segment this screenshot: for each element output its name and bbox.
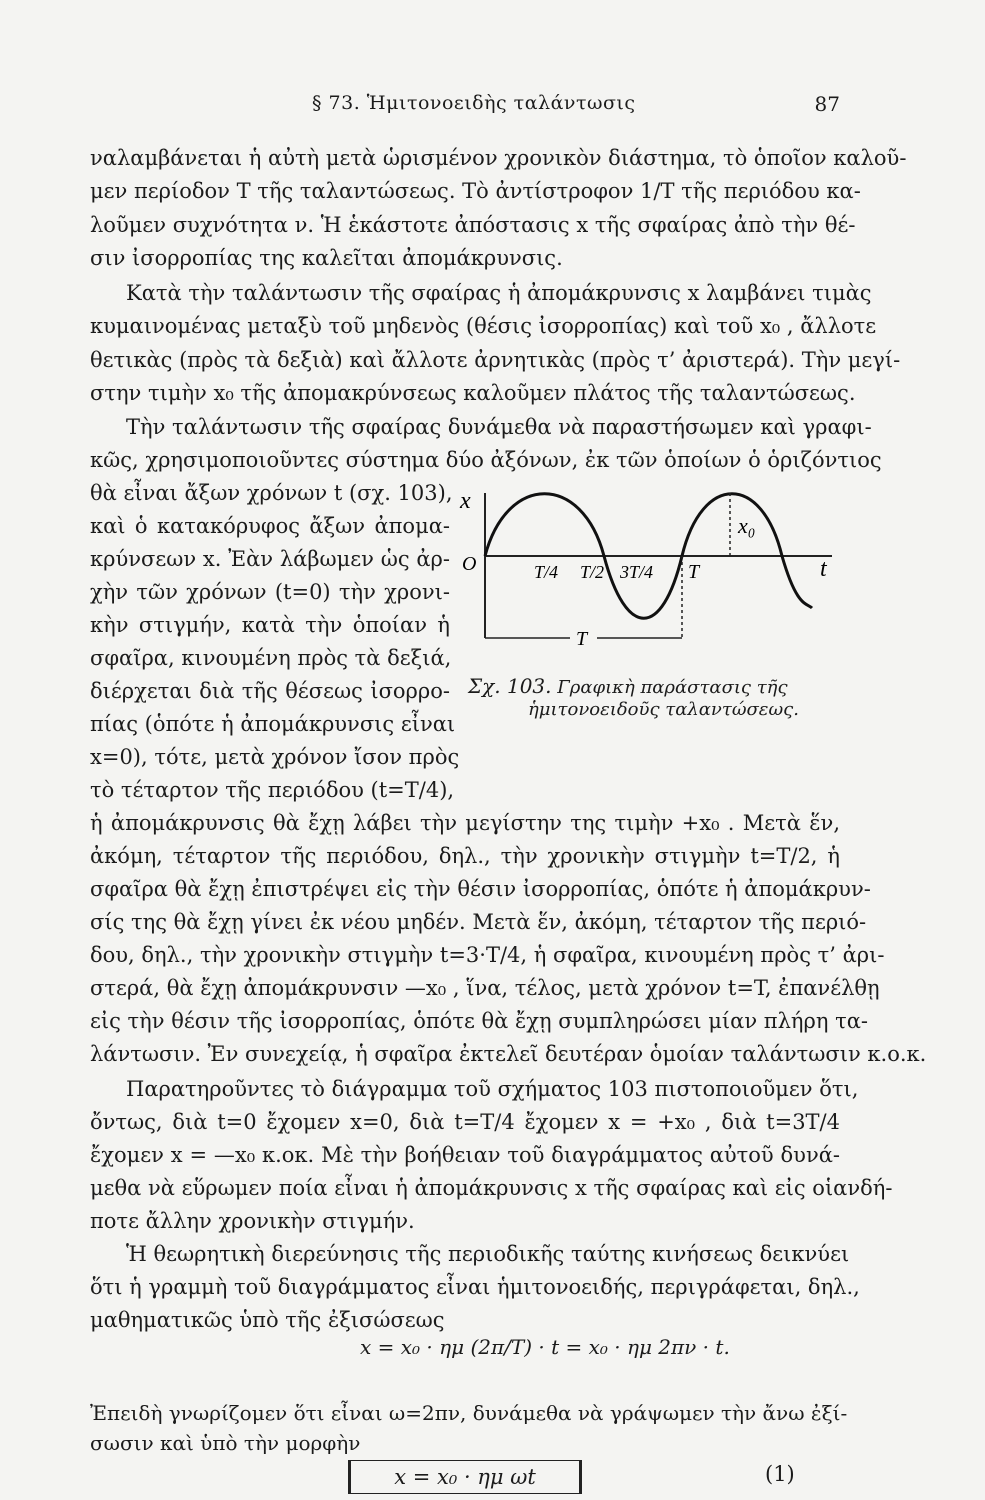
text-line: ὅτι ἡ γραμμὴ τοῦ διαγράμματος εἶναι ἡμιτονοειδής, περιγράφεται, δηλ., bbox=[90, 1275, 860, 1299]
text-line: θὰ εἶναι ἄξων χρόνων t (σχ. 103), bbox=[90, 481, 453, 505]
text-line: κυμαινομένας μεταξὺ τοῦ μηδενὸς (θέσις ἰσορροπίας) καὶ τοῦ x₀ , ἄλλοτε bbox=[90, 314, 877, 338]
text-line: κρύνσεων x. Ἐὰν λάβωμεν ὡς ἀρ- bbox=[90, 547, 450, 571]
figure-caption bbox=[468, 675, 828, 721]
text-line: ποτε ἄλλην χρονικὴν στιγμήν. bbox=[90, 1209, 415, 1233]
boxed-equation: x = x₀ · ημ ωt bbox=[348, 1460, 582, 1494]
label-half-period: T/2 bbox=[580, 562, 605, 582]
text-line: σφαῖρα, κινουμένη πρὸς τὰ δεξιά, bbox=[90, 646, 452, 670]
text-line: καὶ ὁ κατακόρυφος ἄξων ἀπομα- bbox=[90, 514, 450, 538]
text-line: στερά, θὰ ἔχῃ ἀπομάκρυνσιν —x₀ , ἵνα, τέλος, μετὰ χρόνον t=T, ἐπανέλθῃ bbox=[90, 976, 880, 1000]
text-line: ἡ ἀπομάκρυνσις θὰ ἔχῃ λάβει τὴν μεγίστην της τιμὴν +x₀ . Μετὰ ἕν, bbox=[90, 811, 840, 835]
label-x: x bbox=[460, 488, 471, 514]
text-line: σιν ἰσορροπίας της καλεῖται ἀπομάκρυνσις. bbox=[90, 246, 563, 270]
text-line: Παρατηροῦντες τὸ διάγραμμα τοῦ σχήματος 103 πιστοποιοῦμεν ὅτι, bbox=[126, 1077, 859, 1101]
caption-line-1: Γραφικὴ παράστασις τῆς bbox=[557, 677, 788, 698]
text-line: Τὴν ταλάντωσιν τῆς σφαίρας δυνάμεθα νὰ παραστήσωμεν καὶ γραφι- bbox=[126, 415, 872, 439]
text-line: διέρχεται διὰ τῆς θέσεως ἰσορρο- bbox=[90, 679, 450, 703]
text-line: μαθηματικῶς ὑπὸ τῆς ἐξισώσεως bbox=[90, 1308, 445, 1332]
running-title: § 73. Ἡμιτονοειδὴς ταλάντωσις bbox=[312, 92, 636, 114]
label-full-period: T bbox=[688, 561, 700, 583]
text-line: σφαῖρα θὰ ἔχῃ ἐπιστρέψει εἰς τὴν θέσιν ἰσορροπίας, ὁπότε ἡ ἀπομάκρυν- bbox=[90, 877, 871, 901]
caption-line-2: ἡμιτονοειδοῦς ταλαντώσεως. bbox=[528, 699, 799, 720]
text-line: σωσιν καὶ ὑπὸ τὴν μορφὴν bbox=[90, 1431, 361, 1455]
label-origin: O bbox=[462, 553, 477, 575]
text-line: ὄντως, διὰ t=0 ἔχομεν x=0, διὰ t=T/4 ἔχομεν x = +x₀ , διὰ t=3T/4 bbox=[90, 1110, 840, 1134]
label-three-quarter-period: 3T/4 bbox=[620, 562, 654, 582]
text-line: ἔχομεν x = —x₀ κ.οκ. Μὲ τὴν βοήθειαν τοῦ διαγράμματος αὐτοῦ δυνά- bbox=[90, 1143, 840, 1167]
text-line: λάντωσιν. Ἐν συνεχείᾳ, ἡ σφαῖρα ἐκτελεῖ δευτέραν ὁμοίαν ταλάντωσιν κ.ο.κ. bbox=[90, 1042, 927, 1066]
sine-wave-diagram bbox=[452, 478, 842, 678]
label-quarter-period: T/4 bbox=[534, 562, 559, 582]
text-line: κῶς, χρησιμοποιοῦντες σύστημα δύο ἀξόνων, ἐκ τῶν ὁποίων ὁ ὁριζόντιος bbox=[90, 448, 882, 472]
text-line: θετικὰς (πρὸς τὰ δεξιὰ) καὶ ἄλλοτε ἀρνητικὰς (πρὸς τ’ ἀριστερά). Τὴν μεγί- bbox=[90, 348, 901, 372]
text-line: εἰς τὴν θέσιν τῆς ἰσορροπίας, ὁπότε θὰ ἔχῃ συμπληρώσει μίαν πλήρη τα- bbox=[90, 1009, 868, 1033]
label-x0: x₀ bbox=[738, 513, 756, 538]
text-line: ἀκόμη, τέταρτον τῆς περιόδου, δηλ., τὴν χρονικὴν στιγμὴν t=T/2, ἡ bbox=[90, 844, 840, 868]
sine-wave-figure bbox=[452, 478, 842, 678]
equation-number: (1) bbox=[765, 1462, 795, 1486]
text-line: ναλαμβάνεται ἡ αὐτὴ μετὰ ὡρισμένον χρονικὸν διάστημα, τὸ ὁποῖον καλοῦ- bbox=[90, 146, 907, 170]
text-line: στην τιμὴν x₀ τῆς ἀπομακρύνσεως καλοῦμεν πλάτος τῆς ταλαντώσεως. bbox=[90, 381, 856, 405]
text-line: Ἐπειδὴ γνωρίζομεν ὅτι εἶναι ω=2πν, δυνάμεθα νὰ γράψωμεν τὴν ἄνω ἐξί- bbox=[90, 1401, 848, 1425]
text-line: Κατὰ τὴν ταλάντωσιν τῆς σφαίρας ἡ ἀπομάκρυνσις x λαμβάνει τιμὰς bbox=[126, 281, 872, 305]
text-line: Ἡ θεωρητικὴ διερεύνησις τῆς περιοδικῆς ταύτης κινήσεως δεικνύει bbox=[126, 1242, 850, 1266]
figure-number: Σχ. 103. bbox=[468, 674, 552, 698]
text-line: μεθα νὰ εὕρωμεν ποία εἶναι ἡ ἀπομάκρυνσις x τῆς σφαίρας καὶ εἰς οἱανδή- bbox=[90, 1176, 893, 1200]
text-line: κὴν στιγμήν, κατὰ τὴν ὁποίαν ἡ bbox=[90, 613, 450, 637]
running-header bbox=[90, 92, 840, 122]
text-line: χὴν τῶν χρόνων (t=0) τὴν χρονι- bbox=[90, 580, 450, 604]
label-t: t bbox=[820, 556, 827, 582]
text-line: σίς της θὰ ἔχῃ γίνει ἐκ νέου μηδέν. Μετὰ ἕν, ἀκόμη, τέταρτον τῆς περιό- bbox=[90, 910, 867, 934]
text-line: τὸ τέταρτον τῆς περιόδου (t=T/4), bbox=[90, 778, 455, 802]
text-line: μεν περίοδον T τῆς ταλαντώσεως. Τὸ ἀντίστροφον 1/T τῆς περιόδου κα- bbox=[90, 179, 861, 203]
label-period-span: T bbox=[576, 628, 588, 650]
main-equation: x = x₀ · ημ (2π/T) · t = x₀ · ημ 2πν · t. bbox=[360, 1335, 730, 1359]
text-line: δου, δηλ., τὴν χρονικὴν στιγμὴν t=3·T/4, ἡ σφαῖρα, κινουμένη πρὸς τ’ ἀρι- bbox=[90, 943, 885, 967]
page-number: 87 bbox=[814, 92, 840, 116]
text-line: x=0), τότε, μετὰ χρόνον ἴσον πρὸς bbox=[90, 745, 460, 769]
text-line: πίας (ὁπότε ἡ ἀπομάκρυνσις εἶναι bbox=[90, 712, 456, 736]
text-line: λοῦμεν συχνότητα ν. Ἡ ἑκάστοτε ἀπόστασις x τῆς σφαίρας ἀπὸ τὴν θέ- bbox=[90, 213, 856, 237]
